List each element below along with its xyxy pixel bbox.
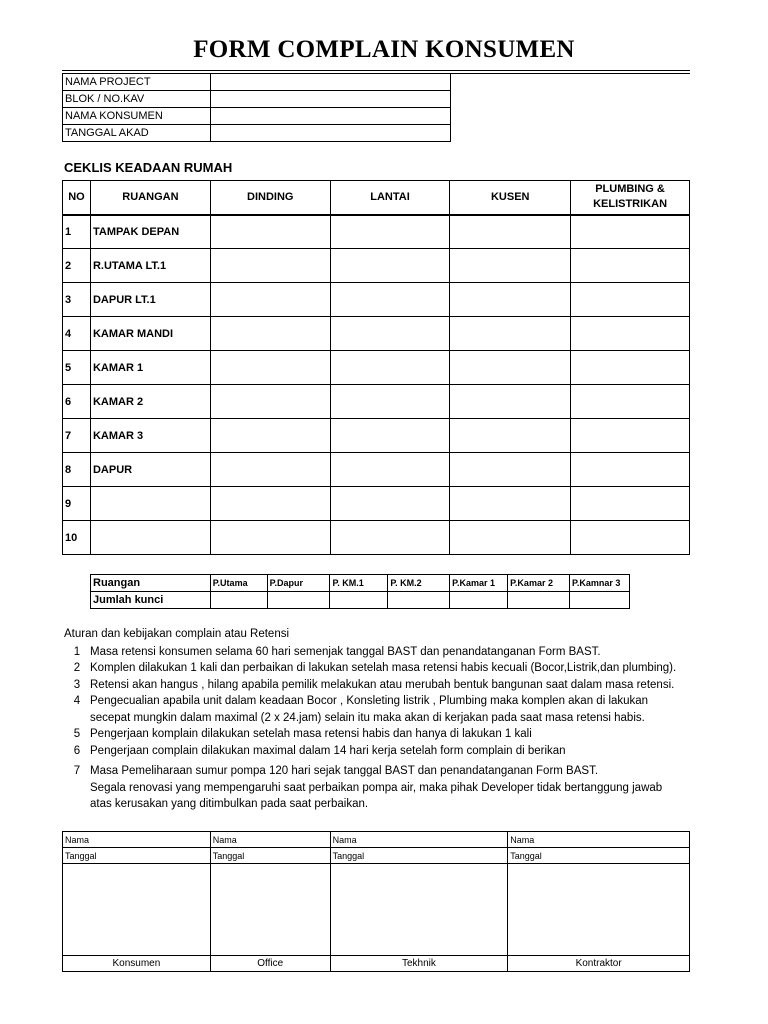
row-room: DAPUR	[90, 453, 210, 487]
key-room: P.Dapur	[267, 575, 330, 592]
check-cell[interactable]	[450, 249, 571, 283]
check-cell[interactable]	[330, 487, 450, 521]
rule-number: 1	[73, 645, 81, 658]
row-number: 6	[63, 385, 91, 419]
info-value-field[interactable]	[210, 74, 450, 91]
rule-number: 3	[73, 678, 81, 691]
key-count-field[interactable]	[388, 592, 450, 609]
key-room: P. KM.2	[388, 575, 450, 592]
check-cell[interactable]	[571, 385, 690, 419]
rule-text: Pengerjaan complain dilakukan maximal dalam 14 hari kerja setelah form complain di berikan	[90, 744, 566, 757]
rule-number: 4	[73, 695, 81, 707]
title-rule-top	[62, 70, 690, 71]
check-cell[interactable]	[450, 351, 571, 385]
key-room: P.Kamnar 3	[570, 575, 630, 592]
info-row	[63, 91, 451, 108]
row-number: 8	[63, 453, 91, 487]
checklist-row	[63, 351, 690, 385]
rule-number: 6	[73, 744, 81, 757]
rule-item	[64, 677, 676, 694]
check-cell[interactable]	[330, 351, 450, 385]
checklist-table	[62, 180, 690, 555]
info-row	[63, 125, 451, 142]
check-cell[interactable]	[330, 419, 450, 453]
rule-item	[64, 693, 676, 726]
rule-item	[64, 726, 676, 743]
row-room: KAMAR 1	[90, 351, 210, 385]
rule-text: Komplen dilakukan 1 kali dan perbaikan di lakukan setelah masa retensi habis kecuali (Bocor,Listrik,dan plumbing).	[90, 662, 677, 674]
info-value-field[interactable]	[210, 125, 450, 142]
row-number: 9	[63, 487, 91, 521]
key-count-field[interactable]	[210, 592, 267, 609]
check-cell[interactable]	[330, 215, 450, 249]
signature-table	[62, 831, 690, 972]
rule-number: 2	[73, 662, 81, 674]
sign-role: Office	[210, 956, 330, 972]
rules-heading: Aturan dan kebijakan complain atau Retensi	[64, 628, 290, 640]
project-info-table	[62, 73, 451, 142]
info-row	[63, 74, 451, 91]
rule-item	[64, 763, 676, 813]
rule-number: 5	[73, 728, 81, 740]
rule-text: Masa Pemeliharaan sumur pompa 120 hari sejak tanggal BAST dan penandatanganan Form BAST. Segala renovasi yang mempengaruhi saat perbaikan pompa air, maka pihak Developer tidak bertanggung jawab atas kerusakan yang ditimbulkan pada saat perbaikan.	[90, 765, 663, 810]
sign-date-label: Tanggal	[63, 848, 211, 864]
checklist-row	[63, 317, 690, 351]
check-cell[interactable]	[450, 317, 571, 351]
check-cell[interactable]	[450, 487, 571, 521]
row-room: KAMAR MANDI	[90, 317, 210, 351]
info-value-field[interactable]	[210, 108, 450, 125]
key-count-field[interactable]	[267, 592, 330, 609]
check-cell[interactable]	[450, 215, 571, 249]
key-count-field[interactable]	[450, 592, 508, 609]
checklist-header: DINDING	[210, 181, 330, 215]
sign-role: Kontraktor	[508, 956, 690, 972]
check-cell[interactable]	[571, 487, 690, 521]
check-cell[interactable]	[210, 317, 330, 351]
key-room: P.Kamar 1	[450, 575, 508, 592]
check-cell[interactable]	[210, 385, 330, 419]
info-value-field[interactable]	[210, 91, 450, 108]
sign-name-label: Nama	[508, 832, 690, 848]
keys-table	[90, 574, 630, 609]
info-label: BLOK / NO.KAV	[63, 91, 211, 108]
sign-date-label: Tanggal	[508, 848, 690, 864]
check-cell[interactable]	[210, 521, 330, 555]
check-cell[interactable]	[210, 487, 330, 521]
check-cell[interactable]	[571, 249, 690, 283]
sign-name-label: Nama	[63, 832, 211, 848]
check-cell[interactable]	[571, 419, 690, 453]
rule-text: Masa retensi konsumen selama 60 hari semenjak tanggal BAST dan penandatanganan Form BAST.	[90, 645, 601, 658]
row-room: TAMPAK DEPAN	[90, 215, 210, 249]
check-cell[interactable]	[571, 317, 690, 351]
row-room	[90, 521, 210, 555]
check-cell[interactable]	[330, 249, 450, 283]
row-room: KAMAR 3	[90, 419, 210, 453]
info-label: NAMA KONSUMEN	[63, 108, 211, 125]
row-room: DAPUR LT.1	[90, 283, 210, 317]
sign-role: Tekhnik	[330, 956, 508, 972]
rule-item	[64, 660, 676, 677]
check-cell[interactable]	[450, 385, 571, 419]
check-cell[interactable]	[330, 317, 450, 351]
sign-name-label: Nama	[210, 832, 330, 848]
signature-area[interactable]	[508, 864, 690, 956]
checklist-header: PLUMBING & KELISTRIKAN	[571, 181, 690, 215]
checklist-row	[63, 283, 690, 317]
row-room: R.UTAMA LT.1	[90, 249, 210, 283]
check-cell[interactable]	[571, 521, 690, 555]
checklist-row	[63, 385, 690, 419]
signature-area[interactable]	[330, 864, 508, 956]
check-cell[interactable]	[210, 283, 330, 317]
row-number: 1	[63, 215, 91, 249]
form-title: FORM COMPLAIN KONSUMEN	[193, 36, 575, 63]
check-cell[interactable]	[210, 351, 330, 385]
row-number: 5	[63, 351, 91, 385]
check-cell[interactable]	[450, 521, 571, 555]
checklist-header: RUANGAN	[90, 181, 210, 215]
checklist-header: LANTAI	[330, 181, 450, 215]
rule-number: 7	[73, 765, 81, 777]
row-number: 4	[63, 317, 91, 351]
signature-area[interactable]	[63, 864, 211, 956]
info-label: TANGGAL AKAD	[63, 125, 211, 142]
rule-text: Pengecualian apabila unit dalam keadaan Bocor , Konsleting listrik , Plumbing maka komplen akan di lakukan secepat mungkin dalam maximal (2 x 24.jam) selain itu maka akan di kerjakan pada saat masa retensi habis.	[90, 695, 649, 724]
key-count-field[interactable]	[508, 592, 570, 609]
check-cell[interactable]	[571, 351, 690, 385]
info-row	[63, 108, 451, 125]
key-room: P.Utama	[210, 575, 267, 592]
check-cell[interactable]	[330, 385, 450, 419]
check-cell[interactable]	[210, 453, 330, 487]
check-cell[interactable]	[571, 283, 690, 317]
keys-label-ruangan: Ruangan	[91, 575, 211, 592]
key-count-field[interactable]	[330, 592, 388, 609]
checklist-row	[63, 249, 690, 283]
checklist-title: CEKLIS KEADAAN RUMAH	[64, 160, 233, 175]
check-cell[interactable]	[210, 249, 330, 283]
key-room: P. KM.1	[330, 575, 388, 592]
checklist-header: NO	[63, 181, 91, 215]
row-room: KAMAR 2	[90, 385, 210, 419]
row-room	[90, 487, 210, 521]
checklist-row	[63, 487, 690, 521]
check-cell[interactable]	[330, 283, 450, 317]
signature-area[interactable]	[210, 864, 330, 956]
key-room: P.Kamar 2	[508, 575, 570, 592]
sign-date-label: Tanggal	[330, 848, 508, 864]
rule-text: Pengerjaan komplain dilakukan setelah masa retensi habis dan hanya di lakukan 1 kali	[90, 728, 532, 740]
key-count-field[interactable]	[570, 592, 630, 609]
check-cell[interactable]	[571, 453, 690, 487]
check-cell[interactable]	[450, 283, 571, 317]
sign-date-label: Tanggal	[210, 848, 330, 864]
check-cell[interactable]	[450, 419, 571, 453]
checklist-row	[63, 419, 690, 453]
info-label: NAMA PROJECT	[63, 74, 211, 91]
check-cell[interactable]	[450, 453, 571, 487]
row-number: 10	[63, 521, 91, 555]
row-number: 2	[63, 249, 91, 283]
check-cell[interactable]	[330, 521, 450, 555]
row-number: 7	[63, 419, 91, 453]
rule-text: Retensi akan hangus , hilang apabila pemilik melakukan atau merubah bentuk bangunan saat dalam masa retensi.	[90, 678, 675, 691]
row-number: 3	[63, 283, 91, 317]
check-cell[interactable]	[210, 419, 330, 453]
rule-item	[64, 743, 676, 760]
sign-name-label: Nama	[330, 832, 508, 848]
checklist-row	[63, 453, 690, 487]
checklist-row	[63, 521, 690, 555]
rule-item	[64, 644, 676, 661]
sign-role: Konsumen	[63, 956, 211, 972]
check-cell[interactable]	[210, 215, 330, 249]
checklist-header: KUSEN	[450, 181, 571, 215]
keys-label-jumlah: Jumlah kunci	[91, 592, 211, 609]
check-cell[interactable]	[571, 215, 690, 249]
checklist-row	[63, 215, 690, 249]
rules-section	[64, 626, 676, 813]
check-cell[interactable]	[330, 453, 450, 487]
